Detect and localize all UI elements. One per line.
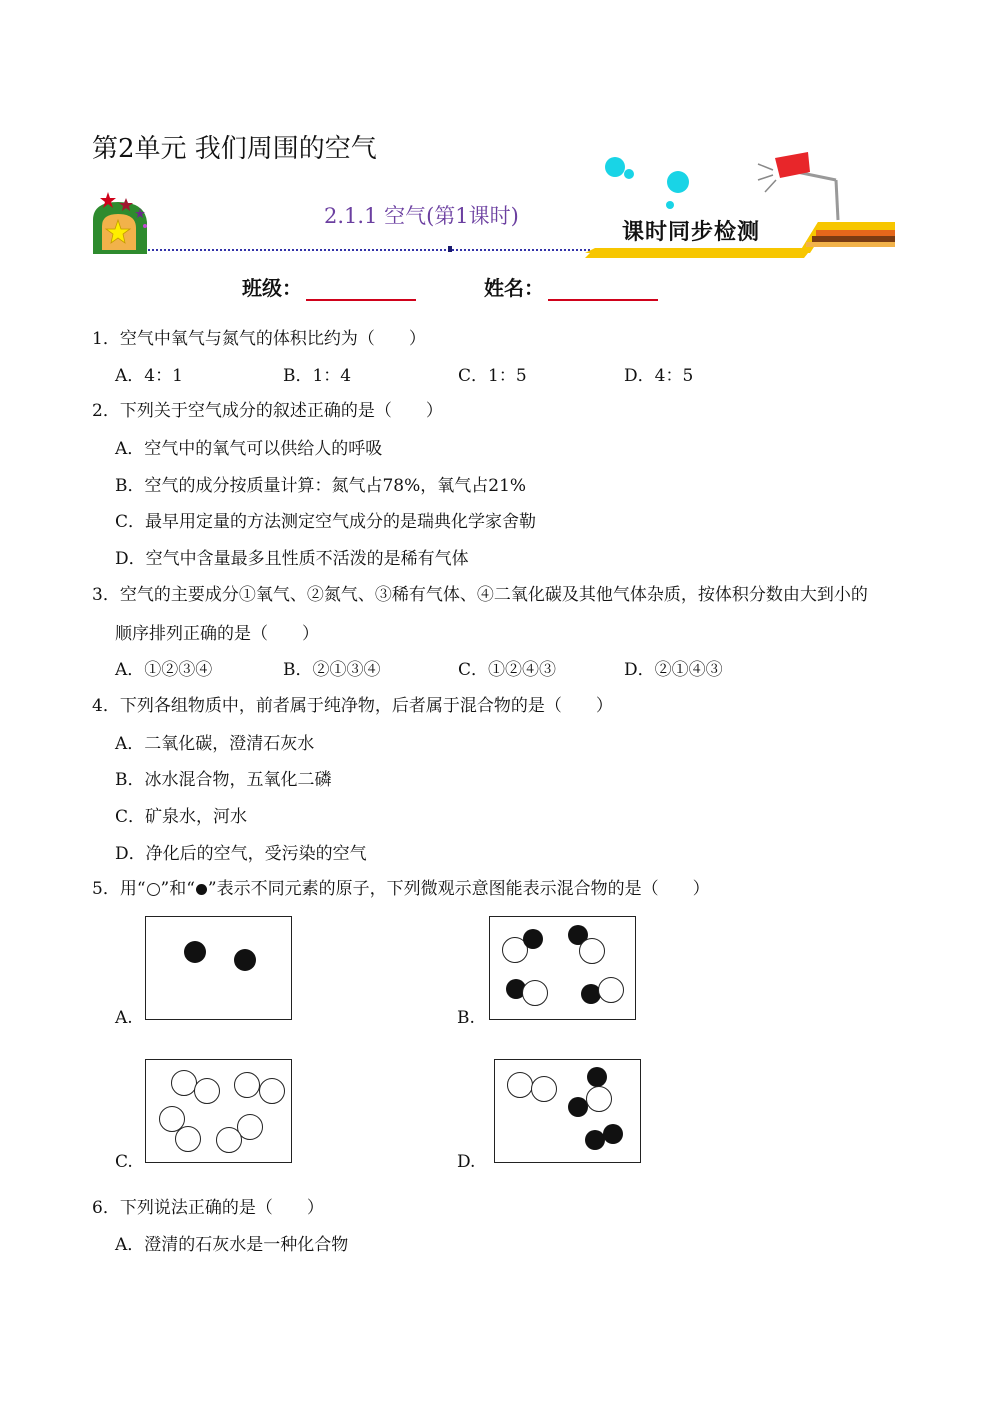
lesson-title: 2.1.1 空气(第1课时) — [324, 204, 519, 228]
q3-option-d[interactable]: D．②①④③ — [624, 660, 723, 680]
hollow-atom — [234, 1072, 260, 1098]
question-1-stem: 1．空气中氧气与氮气的体积比约为（ ） — [92, 329, 426, 349]
name-blank[interactable] — [548, 279, 658, 301]
question-2-stem: 2．下列关于空气成分的叙述正确的是（ ） — [92, 401, 443, 421]
badge-label: 课时同步检测 — [622, 219, 761, 245]
q2-option-c[interactable]: C．最早用定量的方法测定空气成分的是瑞典化学家舍勒 — [115, 512, 537, 532]
q1-option-b[interactable]: B．1：4 — [283, 366, 352, 386]
q3-option-c[interactable]: C．①②④③ — [458, 660, 557, 680]
q3-option-b[interactable]: B．②①③④ — [283, 660, 381, 680]
solid-atom — [184, 941, 206, 963]
hollow-atom — [194, 1078, 220, 1104]
solid-atom — [523, 929, 543, 949]
hollow-atom — [216, 1127, 242, 1153]
question-3-stem: 3．空气的主要成分①氧气、②氮气、③稀有气体、④二氧化碳及其他气体杂质，按体积分数由大到小的 — [92, 585, 868, 605]
hollow-atom — [586, 1086, 612, 1112]
q5-diagram-a[interactable] — [145, 916, 292, 1020]
solid-atom — [587, 1067, 607, 1087]
q2-option-d[interactable]: D．空气中含量最多且性质不活泼的是稀有气体 — [115, 549, 469, 569]
q4-option-b[interactable]: B．冰水混合物，五氧化二磷 — [115, 770, 332, 790]
question-5-stem: 5．用“ ”和“ ”表示不同元素的原子，下列微观示意图能表示混合物的是（ ） — [92, 879, 710, 899]
solid-atom — [603, 1124, 623, 1144]
q5-diagram-c[interactable] — [145, 1059, 292, 1163]
solid-atom — [234, 949, 256, 971]
q5-option-b[interactable]: B. — [457, 1008, 475, 1028]
star-hill-icon — [93, 192, 147, 254]
q5-option-c[interactable]: C. — [115, 1152, 133, 1172]
hollow-atom — [259, 1078, 285, 1104]
question-3-stem-cont: 顺序排列正确的是（ ） — [115, 624, 319, 644]
hollow-atom — [522, 980, 548, 1006]
q5-diagram-b[interactable] — [489, 916, 636, 1020]
class-label: 班级： — [242, 276, 302, 300]
q1-option-c[interactable]: C．1：5 — [458, 366, 527, 386]
solid-atom — [568, 1097, 588, 1117]
hollow-atom — [598, 977, 624, 1003]
q4-option-d[interactable]: D．净化后的空气，受污染的空气 — [115, 844, 367, 864]
q5-option-d[interactable]: D. — [457, 1152, 476, 1172]
name-field[interactable] — [484, 272, 658, 301]
q2-option-a[interactable]: A．空气中的氧气可以供给人的呼吸 — [115, 439, 383, 459]
q2-option-b[interactable]: B．空气的成分按质量计算：氮气占78%，氧气占21% — [115, 476, 527, 496]
hollow-atom-icon — [147, 883, 160, 896]
q6-option-a[interactable]: A．澄清的石灰水是一种化合物 — [115, 1235, 349, 1255]
q4-option-c[interactable]: C．矿泉水，河水 — [115, 807, 248, 827]
q3-option-a[interactable]: A．①②③④ — [115, 660, 213, 680]
hollow-atom — [531, 1076, 557, 1102]
q4-option-a[interactable]: A．二氧化碳，澄清石灰水 — [115, 734, 315, 754]
hollow-atom — [579, 938, 605, 964]
unit-title: 第2单元 我们周围的空气 — [92, 134, 377, 164]
q5-diagram-d[interactable] — [494, 1059, 641, 1163]
name-label: 姓名： — [484, 276, 544, 300]
class-field[interactable] — [242, 272, 416, 301]
solid-atom-icon — [196, 884, 207, 895]
q1-option-a[interactable]: A．4：1 — [115, 366, 183, 386]
hollow-atom — [175, 1126, 201, 1152]
question-4-stem: 4．下列各组物质中，前者属于纯净物，后者属于混合物的是（ ） — [92, 696, 613, 716]
solid-atom — [585, 1130, 605, 1150]
hollow-atom — [507, 1072, 533, 1098]
question-6-stem: 6．下列说法正确的是（ ） — [92, 1198, 324, 1218]
q1-option-d[interactable]: D．4：5 — [624, 366, 694, 386]
lamp-icon — [758, 152, 838, 220]
q5-option-a[interactable]: A. — [115, 1008, 133, 1028]
class-blank[interactable] — [306, 279, 416, 301]
